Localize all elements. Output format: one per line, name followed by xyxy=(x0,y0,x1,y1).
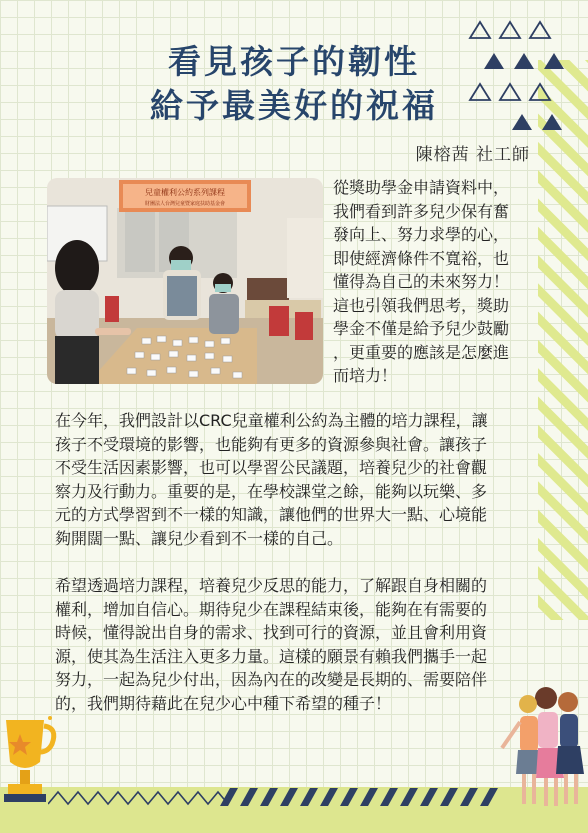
page-title xyxy=(0,40,588,128)
banner-text-2: 財團法人台灣兒童暨家庭扶助基金會 xyxy=(144,201,226,207)
paragraph-line: 夠開闊一點、讓兒少看到不一樣的自己。 xyxy=(55,528,344,548)
title-line-2: 給予最美好的祝福 xyxy=(150,86,438,125)
intro-line: 我們看到許多兒少保有奮 xyxy=(333,201,510,221)
zigzag-decoration xyxy=(48,782,228,810)
paragraph-line: 元的方式學習到不一樣的知識，讓他們的世界大一點、心境能 xyxy=(55,505,488,524)
paragraph-line: 不受生活因素影響，也可以學習公民議題，培養兒少的社會觀 xyxy=(55,458,488,477)
paragraph-line: 的，我們期待藉此在兒少心中種下希望的種子！ xyxy=(55,693,392,713)
intro-line: ，更重要的應該是怎麼進 xyxy=(333,342,510,362)
paragraph-line: 在今年，我們設計以CRC兒童權利公約為主體的培力課程，讓 xyxy=(55,411,488,430)
intro-line: 懂得為自己的未來努力！ xyxy=(333,272,510,291)
author-byline: 陳榕茜 社工師 xyxy=(415,145,530,165)
body-paragraph-hope xyxy=(55,574,538,715)
paragraph-line: 努力，一起為兒少付出，因為內在的改變是長期的、需要陪伴 xyxy=(55,670,488,689)
paragraph-line: 希望透過培力課程，培養兒少反思的能力，了解跟自身相關的 xyxy=(55,576,488,595)
intro-line: 從獎助學金申請資料中， xyxy=(333,178,510,197)
bottom-dash-decoration xyxy=(220,786,520,808)
banner-text-1: 兒童權利公約系列課程 xyxy=(145,188,225,197)
paragraph-line: 源，使其為生活注入更多力量。這樣的願景有賴我們攜手一起 xyxy=(55,646,488,666)
body-paragraph-course xyxy=(55,409,538,550)
intro-line: 學金不僅是給予兒少鼓勵 xyxy=(333,319,510,338)
activity-photo xyxy=(47,178,323,384)
paragraph-line: 孩子不受環境的影響，也能夠有更多的資源參與社會。讓孩子 xyxy=(55,434,488,454)
intro-paragraph xyxy=(333,176,533,388)
title-line-1: 看見孩子的韌性 xyxy=(168,42,420,81)
paragraph-line: 察力及行動力。重要的是，在學校課堂之餘，能夠以玩樂、多 xyxy=(55,481,488,501)
paragraph-line: 權利，增加自信心。期待兒少在課程結束後，能夠在有需要的 xyxy=(55,599,488,619)
intro-line: 這也引領我們思考，獎助 xyxy=(333,295,510,315)
intro-line: 發向上、努力求學的心， xyxy=(333,225,510,244)
girls-hugging-illustration xyxy=(498,682,588,812)
intro-line: 而培力！ xyxy=(333,366,398,385)
trophy-icon xyxy=(0,712,60,812)
paragraph-line: 時候，懂得說出自身的需求、找到可行的資源，並且會利用資 xyxy=(55,623,488,642)
intro-line: 即使經濟條件不寬裕，也 xyxy=(333,248,510,268)
